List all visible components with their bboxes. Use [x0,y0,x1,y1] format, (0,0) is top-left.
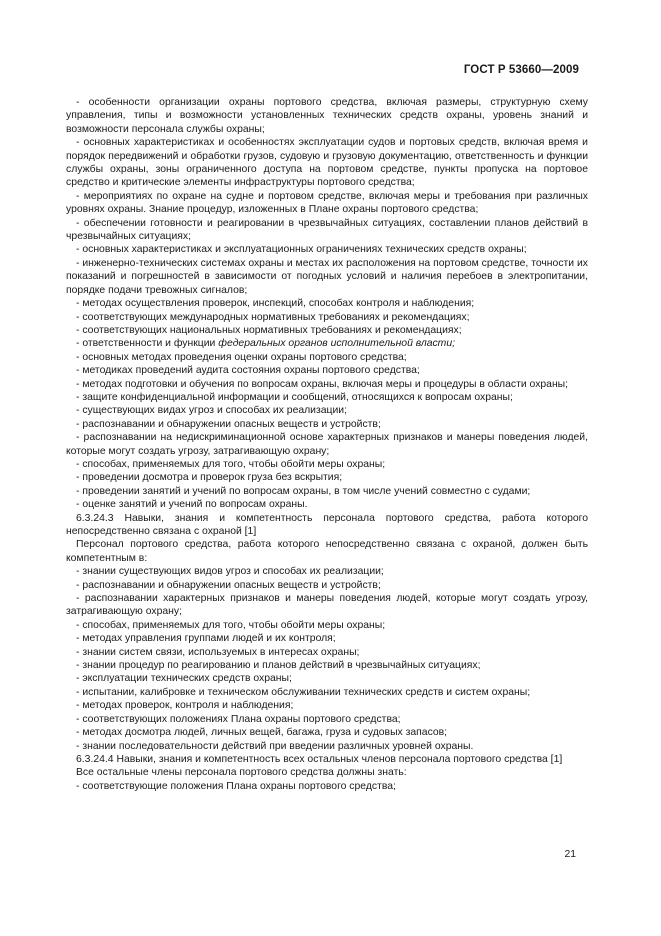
paragraph: - соответствующих международных нормативных требованиях и рекомендациях; [76,311,470,323]
paragraph: - методах досмотра людей, личных вещей, багажа, груза и судовых запасов; [76,727,448,739]
paragraph: - оценке занятий и учений по вопросам охраны. [76,499,308,511]
paragraph: - знании процедур по реагированию и планов действий в чрезвычайных ситуациях; [76,660,481,672]
paragraph: - испытании, калибровке и техническом обслуживании технических средств и систем охраны; [76,686,531,698]
paragraph: - методиках проведений аудита состояния охраны портового средства; [76,365,420,377]
page-number: 21 [564,849,576,860]
paragraph: - основных характеристиках и эксплуатационных ограничениях технических средств охраны; [76,244,527,256]
paragraph: - существующих видах угроз и способах их реализации; [76,405,347,417]
paragraph: Все остальные члены персонала портового средства должны знать: [76,767,407,779]
paragraph-italic: федеральных органов исполнительной власти; [218,338,455,350]
paragraph: - проведении занятий и учений по вопросам охраны, в том числе учений совместно с судами; [76,485,531,497]
section-heading: 6.3.24.3 Навыки, знания и компетентность персонала портового средства, работа которого непосредственно связана с охраной [1] [66,512,588,537]
paragraph: - обеспечении готовности и реагировании в чрезвычайных ситуациях, составлении планов действий в чрезвычайных ситуациях; [66,217,588,243]
paragraph: - знании существующих видов угроз и способах их реализации; [76,566,384,578]
paragraph: - знании систем связи, используемых в интересах охраны; [76,646,360,658]
paragraph: - методах подготовки и обучения по вопросам охраны, включая меры и процедуры в области охраны; [76,378,569,390]
paragraph: - знании последовательности действий при введении различных уровней охраны. [76,740,474,752]
section-heading: 6.3.24.4 Навыки, знания и компетентность всех остальных членов персонала портового средства [1] [76,753,563,765]
paragraph: - распознавании на недискриминационной основе характерных признаков и манеры поведения людей, которые могут создать угрозу, затрагивающую охрану; [66,432,588,457]
paragraph: - особенности организации охраны портового средства, включая размеры, структурную схему управления, типы и возможности установленных технических средств охраны, уровень знаний и возможности персонала службы охраны; [66,97,588,135]
document-body [66,96,588,793]
paragraph: - основных методах проведения оценки охраны портового средства; [76,351,407,363]
paragraph: - защите конфиденциальной информации и сообщений, относящихся к вопросам охраны; [76,391,513,403]
paragraph-mixed [66,337,588,350]
paragraph-prefix: - ответственности и функции [76,338,219,350]
paragraph: - распознавании и обнаружении опасных веществ и устройств; [76,579,381,591]
paragraph: - соответствующих положениях Плана охраны портового средства; [76,713,401,725]
paragraph: - способах, применяемых для того, чтобы обойти меры охраны; [76,458,386,470]
paragraph: - проведении досмотра и проверок груза без вскрытия; [76,472,343,484]
paragraph: - распознавании и обнаружении опасных веществ и устройств; [76,418,381,430]
paragraph: - основных характеристиках и особенностях эксплуатации судов и портовых средств, включая время и порядок передвижений и обработки грузов, судовую и грузовую документацию, ответственность и функции службы охраны, зоны ограниченного доступа на портовом средстве, пункты пропуска на портовое средство и критические элементы инфраструктуры портового средства; [66,137,588,189]
paragraph: - соответствующие положения Плана охраны портового средства; [76,780,396,792]
paragraph: - мероприятиях по охране на судне и портовом средстве, включая меры и требования при различных уровнях охраны. Знание процедур, изложенных в Плане охраны портового средства; [66,190,588,216]
paragraph: - методах управления группами людей и их контроля; [76,633,336,645]
paragraph: - методах проверок, контроля и наблюдения; [76,700,294,712]
paragraph: - способах, применяемых для того, чтобы обойти меры охраны; [76,619,386,631]
document-header: ГОСТ Р 53660—2009 [463,64,579,76]
paragraph: - распознавании характерных признаков и манеры поведения людей, которые могут создать угрозу, затрагивающую охрану; [66,593,588,618]
paragraph: - эксплуатации технических средств охраны; [76,673,292,685]
paragraph: - методах осуществления проверок, инспекций, способах контроля и наблюдения; [76,298,475,310]
paragraph: - инженерно-технических системах охраны и местах их расположения на портовом средстве, точности их показаний и погрешностей в зависимости от погодных условий и наличия перебоев в электропитании, порядке подачи тревожных сигналов; [66,257,588,296]
paragraph: Персонал портового средства, работа которого непосредственно связана с охраной, должен быть компетентным в: [66,539,588,564]
paragraph: - соответствующих национальных нормативных требованиях и рекомендациях; [76,324,462,336]
